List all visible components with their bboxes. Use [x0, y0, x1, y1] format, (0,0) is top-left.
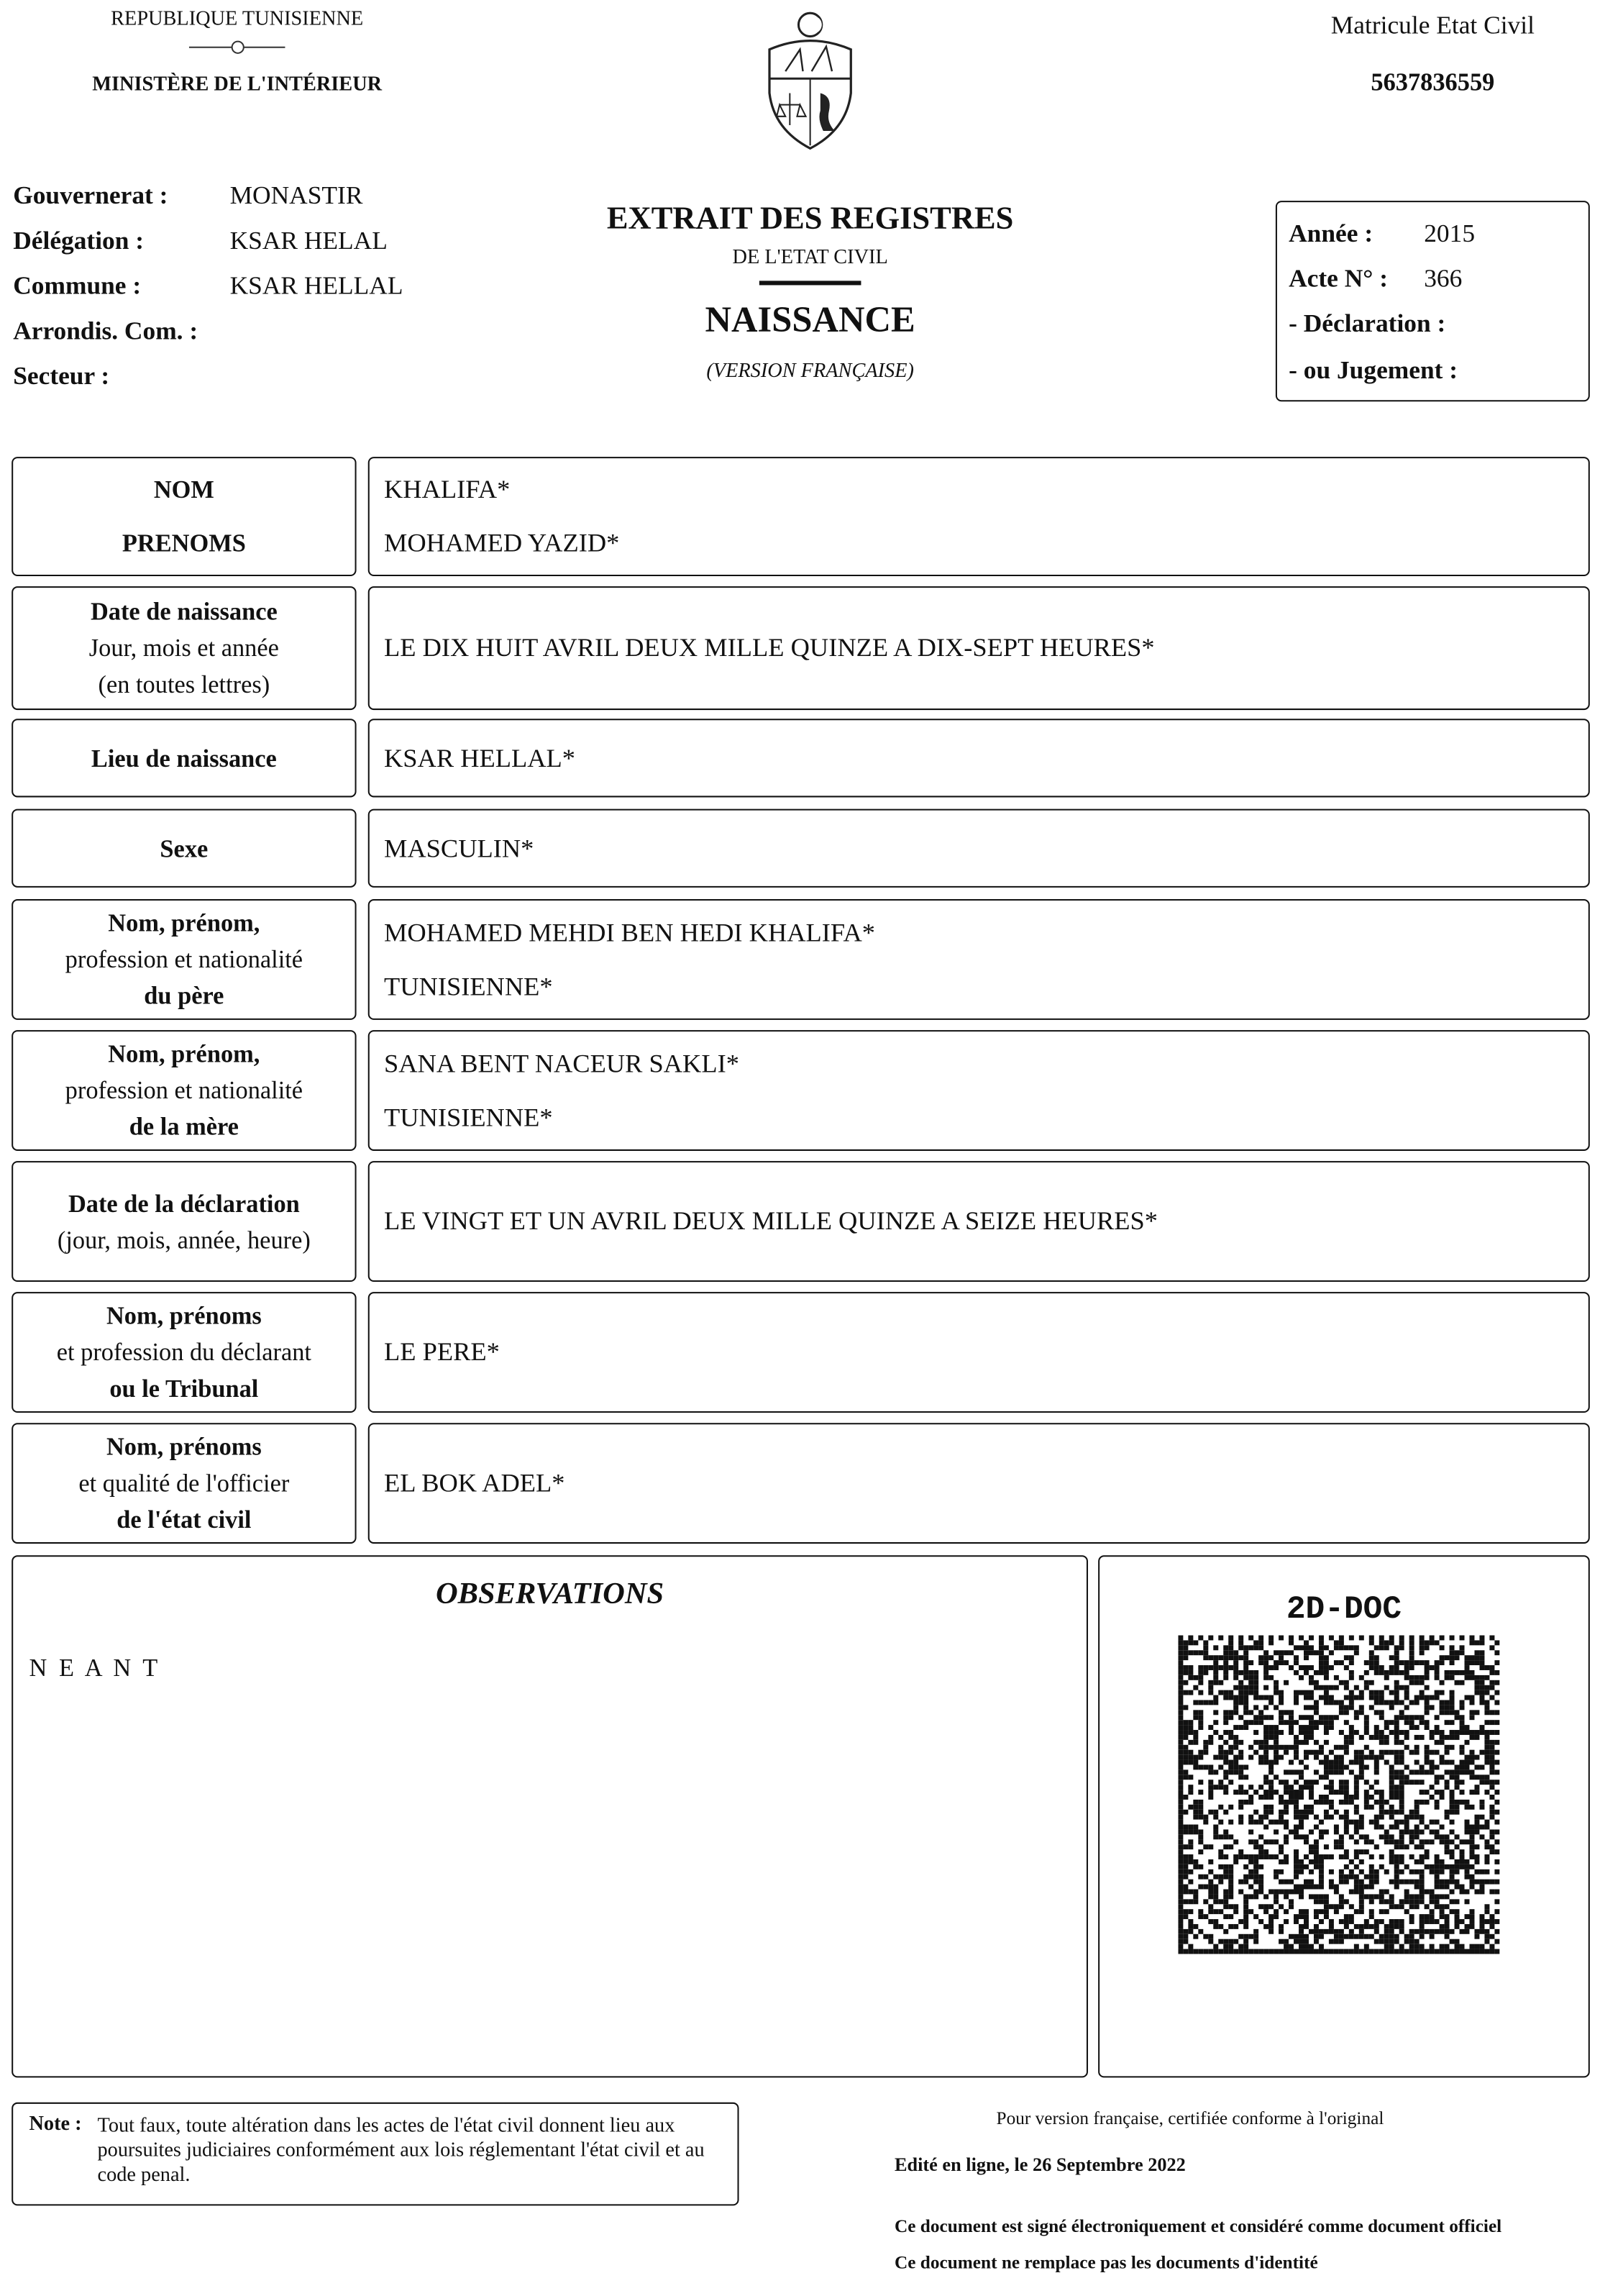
row-value-line: MOHAMED MEHDI BEN HEDI KHALIFA*	[383, 917, 875, 947]
matricule-value: 5637836559	[1371, 68, 1495, 96]
annee-label: Année :	[1289, 218, 1373, 247]
row-value	[368, 1161, 1590, 1282]
code-label: 2D-DOC	[1286, 1591, 1402, 1628]
certified-text: Pour version française, certifiée conforme à l'original	[996, 2108, 1384, 2129]
row-value-line: MOHAMED YAZID*	[383, 528, 620, 557]
row-label-line: Nom, prénoms	[106, 1302, 262, 1330]
row-label	[12, 719, 356, 797]
row-value-line: LE VINGT ET UN AVRIL DEUX MILLE QUINZE A SEIZE HEURES*	[383, 1206, 1158, 1236]
gouvernerat-value: MONASTIR	[229, 180, 363, 210]
edited-date: Edité en ligne, le 26 Septembre 2022	[894, 2153, 1186, 2175]
identity-notice: Ce document ne remplace pas les documents d'identité	[894, 2252, 1318, 2273]
ministry-label: MINISTÈRE DE L'INTÉRIEUR	[92, 74, 383, 96]
row-value	[368, 809, 1590, 888]
ornament-circle-icon	[232, 41, 244, 54]
row-label	[12, 586, 356, 710]
delegation-value: KSAR HELAL	[229, 225, 388, 255]
row-label-line: Jour, mois et année	[88, 634, 279, 662]
row-value-line: LE DIX HUIT AVRIL DEUX MILLE QUINZE A DIX-SEPT HEURES*	[383, 632, 1155, 662]
observations-text: N E A N T	[29, 1654, 161, 1682]
republic-label: REPUBLIQUE TUNISIENNE	[111, 9, 364, 31]
row-value	[368, 1423, 1590, 1544]
row-label-line: du père	[144, 982, 224, 1010]
row-label-line: profession et nationalité	[65, 945, 303, 974]
row-label-line: Nom, prénoms	[106, 1433, 262, 1461]
row-label-line: Date de la déclaration	[68, 1189, 300, 1217]
delegation-label: Délégation :	[13, 225, 145, 255]
document-kind: NAISSANCE	[705, 301, 915, 341]
row-label	[12, 1292, 356, 1413]
declaration-label: - Déclaration :	[1289, 308, 1446, 338]
row-label-line: (jour, mois, année, heure)	[57, 1226, 311, 1254]
row-label-line: Sexe	[160, 834, 209, 862]
row-value-line: KSAR HELLAL*	[383, 742, 575, 773]
row-value-line: TUNISIENNE*	[383, 1102, 553, 1131]
commune-label: Commune :	[13, 270, 142, 300]
observations-box	[12, 1555, 1088, 2077]
row-value	[368, 1030, 1590, 1151]
title-rule	[759, 281, 861, 285]
signed-notice: Ce document est signé électroniquement et considéré comme document officiel	[894, 2215, 1502, 2236]
row-label-line: de l'état civil	[116, 1505, 252, 1534]
annee-value: 2015	[1424, 218, 1476, 247]
jugement-label: - ou Jugement :	[1289, 355, 1458, 384]
commune-value: KSAR HELLAL	[229, 270, 403, 300]
row-value-line: KHALIFA*	[383, 474, 511, 504]
row-label-line: et qualité de l'officier	[78, 1469, 290, 1498]
note-label: Note :	[29, 2113, 82, 2136]
row-value	[368, 899, 1590, 1020]
row-value	[368, 719, 1590, 797]
observations-title: OBSERVATIONS	[435, 1575, 664, 1611]
matricule-label: Matricule Etat Civil	[1330, 10, 1535, 40]
row-label	[12, 899, 356, 1020]
row-label-line: Nom, prénom,	[108, 1040, 260, 1068]
note-text: Tout faux, toute altération dans les actes de l'état civil donnent lieu aux poursuites judiciaires conformément aux lois réglementant l'état civil et au code penal.	[97, 2115, 705, 2187]
row-label-line: ou le Tribunal	[109, 1375, 259, 1403]
row-label	[12, 1161, 356, 1282]
document-title: EXTRAIT DES REGISTRES	[606, 199, 1014, 236]
row-label-line: NOM	[153, 475, 214, 504]
version-label: (VERSION FRANÇAISE)	[706, 360, 914, 383]
row-value	[368, 457, 1590, 576]
row-label-line: de la mère	[129, 1113, 239, 1141]
row-value	[368, 1292, 1590, 1413]
row-label	[12, 457, 356, 576]
row-label-line: et profession du déclarant	[56, 1338, 311, 1367]
row-label-line: Date de naissance	[90, 598, 278, 626]
row-label-line: PRENOMS	[122, 529, 246, 557]
row-value-line: MASCULIN*	[383, 832, 534, 862]
secteur-label: Secteur :	[13, 360, 110, 391]
row-label-line: Nom, prénom,	[108, 909, 260, 937]
datamatrix-code	[1178, 1636, 1499, 1954]
row-label	[12, 809, 356, 888]
row-label-line: Lieu de naissance	[91, 744, 277, 773]
arrondissement-label: Arrondis. Com. :	[13, 315, 198, 345]
acte-label: Acte N° :	[1289, 263, 1389, 293]
row-value-line: SANA BENT NACEUR SAKLI*	[383, 1048, 739, 1078]
document-subtitle: DE L'ETAT CIVIL	[732, 247, 888, 270]
row-value-line: EL BOK ADEL*	[383, 1467, 565, 1498]
row-value	[368, 586, 1590, 710]
row-label-line: profession et nationalité	[65, 1076, 303, 1105]
gouvernerat-label: Gouvernerat :	[13, 180, 168, 210]
tunisia-coat-of-arms-icon	[756, 6, 864, 151]
row-label	[12, 1423, 356, 1544]
row-label	[12, 1030, 356, 1151]
row-value-line: LE PERE*	[383, 1336, 500, 1367]
acte-value: 366	[1424, 263, 1463, 293]
row-value-line: TUNISIENNE*	[383, 971, 553, 1001]
row-label-line: (en toutes lettres)	[98, 670, 270, 698]
